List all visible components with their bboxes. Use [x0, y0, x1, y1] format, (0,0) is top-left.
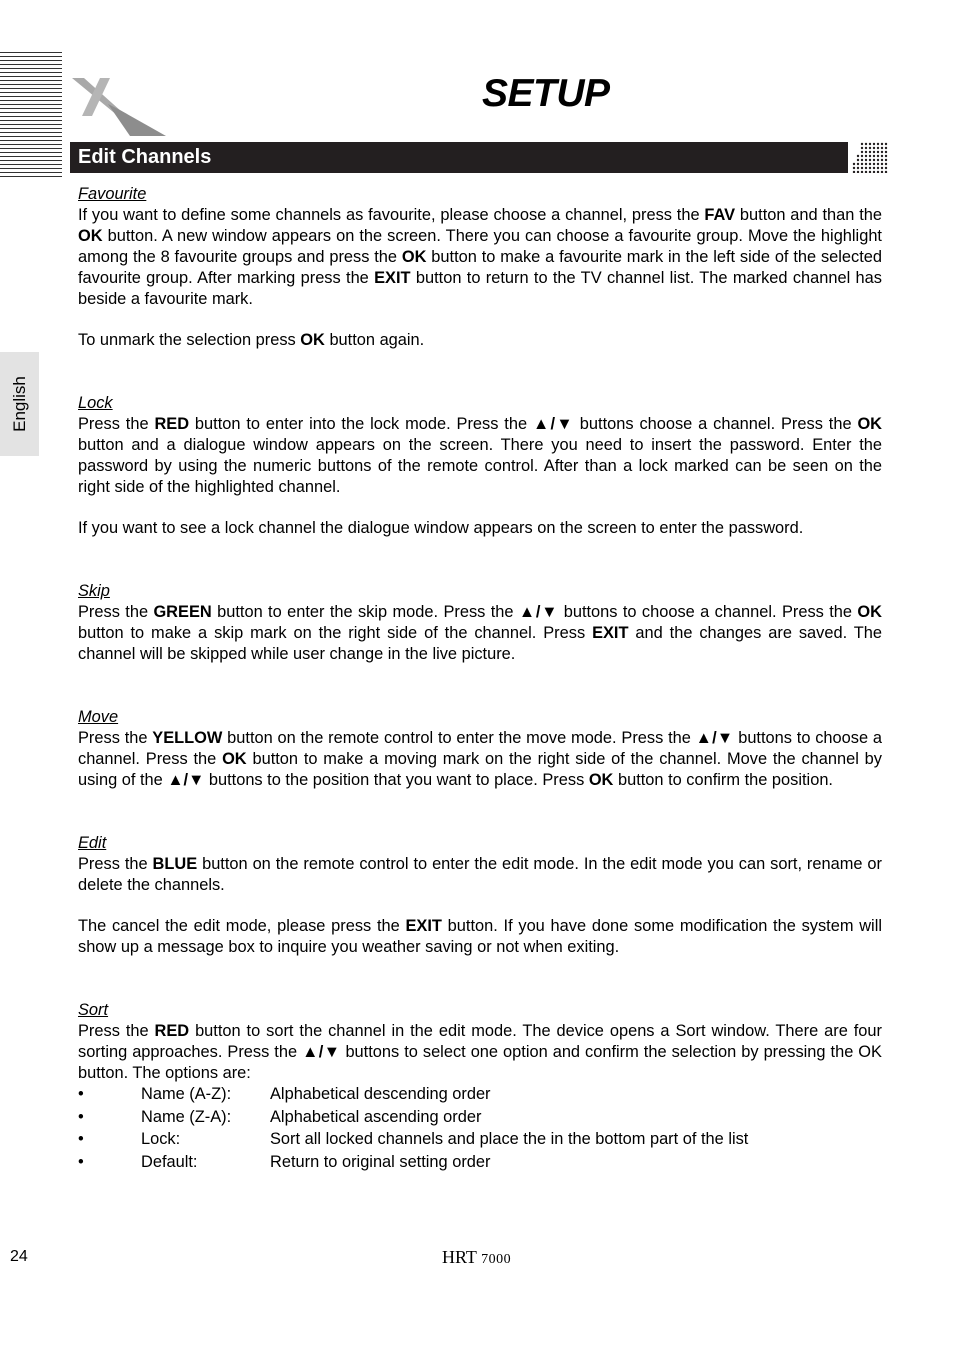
model-name: HRT	[442, 1247, 477, 1267]
language-tab-label: English	[9, 376, 29, 432]
section-bar	[70, 142, 888, 173]
section-skip	[78, 581, 882, 665]
option-description: Alphabetical ascending order	[270, 1107, 482, 1126]
language-tab	[0, 352, 39, 456]
bullet: •	[78, 1107, 84, 1126]
section-move	[78, 707, 882, 791]
brand-logo	[70, 76, 170, 138]
option-name: Lock:	[141, 1130, 181, 1148]
dot-pattern-decoration	[848, 142, 888, 173]
header-stripes-decoration	[0, 52, 62, 180]
paragraph: Press the RED button to sort the channel in the edit mode. The device opens a Sort window. There are four sorting approaches. Press the ▲/▼ buttons to select one option and confirm the selection by pressing the OK button. The options are:	[78, 1022, 882, 1082]
section-title: Skip	[78, 582, 110, 600]
section-sort	[78, 1000, 882, 1174]
option-name: Name (Z-A):	[141, 1107, 232, 1126]
paragraph: If you want to see a lock channel the dialogue window appears on the screen to enter the password.	[78, 519, 804, 537]
paragraph: Press the GREEN button to enter the skip mode. Press the ▲/▼ buttons to choose a channel. Press the OK button to make a skip mark on the right side of the channel. Press EXIT and the changes are saved. The channel will be skipped while user change in the live picture.	[78, 603, 882, 663]
model-number: 7000	[481, 1252, 512, 1267]
option-description: Return to original setting order	[270, 1152, 491, 1171]
option-description: Sort all locked channels and place the in the bottom part of the list	[270, 1130, 749, 1148]
main-content	[78, 184, 882, 1174]
paragraph: Press the YELLOW button on the remote control to enter the move mode. Press the ▲/▼ buttons to choose a channel. Press the OK button to make a moving mark on the right side of the channel. Move the channel by using of the ▲/▼ buttons to the position that you want to place. Press OK button to confirm the position.	[78, 729, 882, 789]
option-name: Default:	[141, 1152, 198, 1171]
paragraph: Press the RED button to enter into the lock mode. Press the ▲/▼ buttons choose a channel. Press the OK button and a dialogue window appears on the screen. There you need to insert the password. Enter the password by using the numeric buttons of the remote control. After than a lock marked can be seen on the right side of the highlighted channel.	[78, 415, 883, 496]
option-name: Name (A-Z):	[141, 1085, 232, 1103]
paragraph: The cancel the edit mode, please press the EXIT button. If you have done some modification the system will show up a message box to inquire you weather saving or not when exiting.	[78, 917, 882, 956]
bullet: •	[78, 1130, 84, 1148]
section-bar-title: Edit Channels	[78, 146, 212, 168]
paragraph: To unmark the selection press OK button again.	[78, 331, 425, 349]
section-title: Favourite	[78, 185, 147, 203]
section-lock	[78, 393, 882, 539]
page-number: 24	[10, 1248, 28, 1265]
footer-model	[442, 1247, 511, 1268]
sort-options-list	[78, 1084, 882, 1174]
section-title: Move	[78, 708, 119, 726]
section-title: Lock	[78, 394, 113, 412]
bullet: •	[78, 1085, 84, 1103]
paragraph: If you want to define some channels as favourite, please choose a channel, press the FAV button and than the OK button. A new window appears on the screen. There you can choose a favourite group. Move the highlight among the 8 favourite groups and press the OK button to make a favourite mark in the left side of the selected favourite group. After marking press the EXIT button to return to the TV channel list. The marked channel has beside a favourite mark.	[78, 206, 882, 308]
section-title: Sort	[78, 1001, 109, 1019]
list-item	[78, 1107, 882, 1130]
list-item	[78, 1129, 882, 1152]
list-item	[78, 1084, 882, 1107]
paragraph: Press the BLUE button on the remote control to enter the edit mode. In the edit mode you can sort, rename or delete the channels.	[78, 855, 883, 894]
section-favourite	[78, 184, 882, 351]
section-title: Edit	[78, 834, 107, 852]
option-description: Alphabetical descending order	[270, 1085, 491, 1103]
bullet: •	[78, 1152, 84, 1171]
list-item	[78, 1152, 882, 1175]
section-edit	[78, 833, 882, 958]
